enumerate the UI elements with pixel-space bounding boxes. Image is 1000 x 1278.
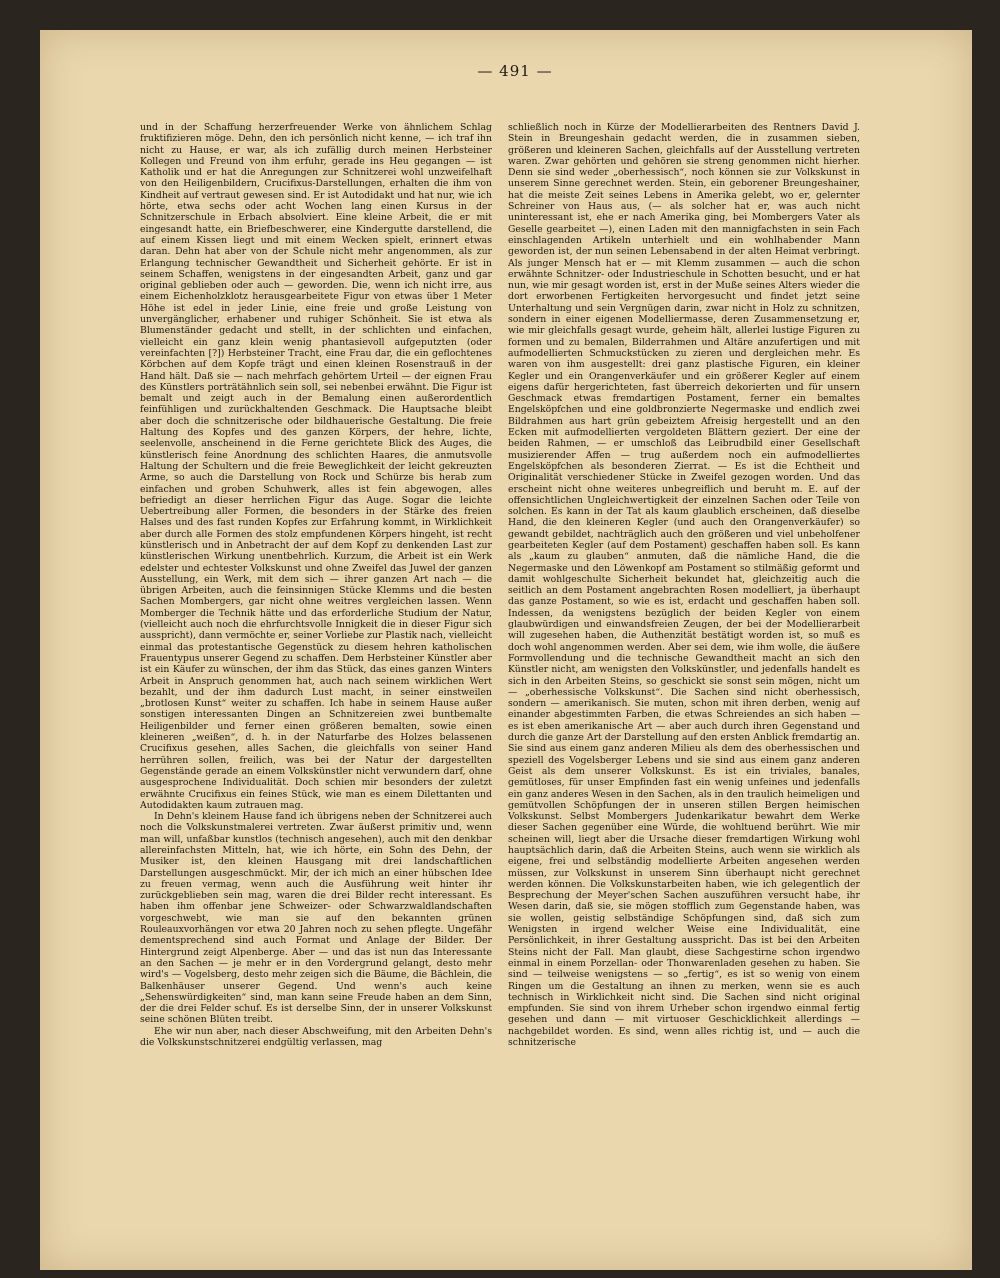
left-column <box>140 122 492 1162</box>
right-column <box>508 122 860 1154</box>
right-paragraph-1: schließlich noch in Kürze der Modellierarbeiten des Rentners David J. Stein in Breungeshain gedacht werden, die in zusammen sieben, größeren und kleineren Sachen, gleichfalls auf der Ausstellung vertreten waren. Zwar gehörten und gehören sie streng genommen nicht hierher. Denn sie sind weder „oberhessisch“, noch können sie zur Volkskunst in unserem Sinne gerechnet werden. Stein, ein geborener Breungeshainer, hat die meiste Zeit seines Lebens in Amerika gelebt, wo er, gelernter Schreiner von Haus aus, (— als solcher hat er, was auch nicht uninteressant ist, ehe er nach Amerika ging, bei Mombergers Vater als Geselle gearbeitet —), einen Laden mit den mannigfachsten in sein Fach einschlagenden Artikeln unterhielt und ein wohlhabender Mann geworden ist, der nun seinen Lebensabend in der alten Heimat verbringt. Als junger Mensch hat er — mit Klemm zusammen — auch die schon erwähnte Schnitzer- oder Industrieschule in Schotten besucht, und er hat nun, wie mir gesagt worden ist, erst in der Muße seines Alters wieder die dort erworbenen Fertigkeiten hervorgesucht und findet jetzt seine Unterhaltung und sein Vergnügen darin, zwar nicht in Holz zu schnitzen, sondern in einer eigenen Modelliermasse, deren Zusammensetzung er, wie mir gleichfalls gesagt wurde, geheim hält, allerlei lustige Figuren zu formen und zu bemalen, Bilderrahmen und Altäre anzufertigen und mit aufmodellierten Schmuckstücken zu zieren und dergleichen mehr. Es waren von ihm ausgestellt: drei ganz plastische Figuren, ein kleiner Kegler und ein Orangenverkäufer und ein größerer Kegler auf einem eigens dafür hergerichteten, fast überreich dekorierten und für unsern Geschmack etwas fremdartigen Postament, ferner ein bemaltes Engelsköpfchen und eine goldbronzierte Negermaske und endlich zwei Bildrahmen aus hart grün gebeiztem Afreisig hergestellt und an den Ecken mit aufmodellierten vergoldeten Blättern geziert. Der eine der beiden Rahmen, — er umschloß das Leibrudbild einer Gesellschaft musizierender Affen — trug außerdem noch ein aufmodelliertes Engelsköpfchen als besonderen Zierrat. — Es ist die Echtheit und Originalität verschiedener Stücke in Zweifel gezogen worden. Und das erscheint nicht ohne weiteres unbegreiflich und beruht m. E. auf der offensichtlichen Ungleichwertigkeit der einzelnen Sachen oder Teile von solchen. Es kann in der Tat als kaum glaublich erscheinen, daß dieselbe Hand, die den kleineren Kegler (und auch den Orangenverkäufer) so gewandt gebildet, nachträglich auch den größeren und viel unbeholfener gearbeiteten Kegler (auf dem Postament) geschaffen haben soll. Es kann als „kaum zu glauben“ anmuten, daß die nämliche Hand, die die Negermaske und den Löwenkopf am Postament so stilmäßig geformt und damit wohlgeschulte Sicherheit bekundet hat, gleichzeitig auch die seitlich an dem Postament angebrachten Rosen modelliert, ja überhaupt das ganze Postament, so wie es ist, erdacht und geschaffen haben soll. Indessen, da wenigstens bezüglich der beiden Kegler von einem glaubwürdigen und einwandsfreien Zeugen, der bei der Modellierarbeit will zugesehen haben, die Authenzität bestätigt worden ist, so muß es doch wohl angenommen werden. Aber sei dem, wie ihm wolle, die äußere Formvollendung und die technische Gewandtheit macht an sich den Künstler nicht, am wenigsten den Volkskünstler, und jedenfalls handelt es sich in den Arbeiten Steins, so geschickt sie sonst sein mögen, nicht um — „oberhessische Volkskunst“. Die Sachen sind nicht oberhessisch, sondern — amerikanisch. Sie muten, schon mit ihren derben, wenig auf einander abgestimmten Farben, die etwas Schreiendes an sich haben — es ist eben amerikanische Art — aber auch durch ihren Gegenstand und durch die ganze Art der Darstellung auf den ersten Anblick fremdartig an. Sie sind aus einem ganz anderen Milieu als dem des oberhessischen und speziell des Vogelsberger Lebens und sie sind aus einem ganz anderen Geist als dem unserer Volkskunst. Es ist ein triviales, banales, gemütloses, für unser Empfinden fast ein wenig unfeines und jedenfalls ein ganz anderes Wesen in den Sachen, als in den traulich heimeligen und gemütvollen Schöpfungen der in unseren stillen Bergen heimischen Volkskunst. Selbst Mombergers Judenkarikatur bewahrt dem Werke dieser Sachen gegenüber eine Würde, die wohltuend berührt. Wie mir scheinen will, liegt aber die Ursache dieser fremdartigen Wirkung wohl hauptsächlich darin, daß die Arbeiten Steins, auch wenn sie wirklich als eigene, frei und selbständig modellierte Arbeiten angesehen werden müssen, zur Volkskunst in unserem Sinn überhaupt nicht gerechnet werden können. Die Volkskunstarbeiten haben, wie ich gelegentlich der Besprechung der Meyer'schen Sachen auszuführen versucht habe, ihr Wesen darin, daß sie, sie mögen stofflich zum Gegenstande haben, was sie wollen, geistig selbständige Schöpfungen sind, daß sich zum Wenigsten in irgend welcher Weise eine Individualität, eine Persönlichkeit, in ihrer Gestaltung ausspricht. Das ist bei den Arbeiten Steins nicht der Fall. Man glaubt, diese Sachgestirne schon irgendwo einmal in einem Porzellan- oder Thonwarenladen gesehen zu haben. Sie sind — teilweise wenigstens — so „fertig“, es ist so wenig von einem Ringen um die Gestaltung an ihnen zu merken, wenn sie es auch technisch in Wirklichkeit nicht sind. Die Sachen sind nicht original empfunden. Sie sind von ihrem Urheber schon irgendwo einmal fertig gesehen und dann — mit virtuoser Geschicklichkeit allerdings — nachgebildet worden. Es sind, wenn alles richtig ist, und — auch die schnitzerische <box>508 122 860 1049</box>
left-paragraph-2: In Dehn's kleinem Hause fand ich übrigens neben der Schnitzerei auch noch die Volkskunstmalerei vertreten. Zwar äußerst primitiv und, wenn man will, unfaßbar kunstlos (technisch angesehen), auch mit den denkbar allereinfachsten Mitteln, hat, wie ich hörte, ein Sohn des Dehn, der Musiker ist, den kleinen Hausgang mit drei landschaftlichen Darstellungen ausgeschmückt. Mir, der ich mich an einer hübschen Idee zu freuen vermag, wenn auch die Ausführung weit hinter ihr zurückgeblieben sein mag, waren die drei Bilder recht interessant. Es haben ihm offenbar jene Schweizer- oder Schwarzwaldlandschaften vorgeschwebt, wie man sie auf den bekannten grünen Rouleauxvorhängen vor etwa 20 Jahren noch zu sehen pflegte. Ungefähr dementsprechend sind auch Format und Anlage der Bilder. Der Hintergrund zeigt Alpenberge. Aber — und das ist nun das Interessante an den Sachen — je mehr er in den Vordergrund gelangt, desto mehr wird's — Vogelsberg, desto mehr zeigen sich die Bäume, die Bächlein, die Balkenhäuser unserer Gegend. Und wenn's auch keine „Sehenswürdigkeiten“ sind, man kann seine Freude haben an dem Sinn, der die drei Felder schuf. Es ist derselbe Sinn, der in unserer Volkskunst seine schönen Blüten treibt. <box>140 811 492 1026</box>
page-number: — 491 — <box>477 62 553 80</box>
left-paragraph-3: Ehe wir nun aber, nach dieser Abschweifung, mit den Arbeiten Dehn's die Volkskunstschnitzerei endgültig verlassen, mag <box>140 1025 492 1049</box>
left-paragraph-1: und in der Schaffung herzerfreuender Werke von ähnlichem Schlag fruktifizieren möge. Dehn, den ich persönlich nicht kenne, — ich traf ihn nicht zu Hause, er war, als ich zufällig durch meinen Herbsteiner Kollegen und Freund von ihm erfuhr, gerade ins Heu gegangen — ist Katholik und er hat die Anregungen zur Schnitzerei wohl unzweifelhaft von den Heiligenbildern, Crucifixus-Darstellungen, erhalten die ihm von Kindheit auf vertraut gewesen sind. Er ist Autodidakt und hat nur, wie ich hörte, etwa sechs oder acht Wochen lang einen Kursus in der Schnitzerschule in Erbach absolviert. Eine kleine Arbeit, die er mit eingesandt hatte, ein Briefbeschwerer, eine Kindergutte darstellend, die auf einem Kissen liegt und mit einem Wecken spielt, erinnert etwas daran. Dehn hat aber von der Schule nicht mehr angenommen, als zur Erlangung technischer Gewandtheit und Sicherheit gehörte. Er ist in seinem Schaffen, wenigstens in der eingesandten Arbeit, ganz und gar original geblieben oder auch — geworden. Die, wenn ich nicht irre, aus einem Eichenholzklotz herausgearbeitete Figur von etwas über 1 Meter Höhe ist edel in jeder Linie, eine freie und große Leistung von unvergänglicher, erhabener und ruhiger Schönheit. Sie ist etwa als Blumenständer gedacht und stellt, in der schlichten und einfachen, vielleicht ein ganz klein wenig phantasievoll aufgeputzten (oder vereinfachten [?]) Herbsteiner Tracht, eine Frau dar, die ein geflochtenes Körbchen auf dem Kopfe trägt und einen kleinen Rosenstrauß in der Hand hält. Daß sie — nach mehrfach gehörtem Urteil — der eignen Frau des Künstlers porträtähnlich sein soll, sei nebenbei erwähnt. Die Figur ist bemalt und zeigt auch in der Bemalung einen außerordentlich feinfühligen und zurückhaltenden Geschmack. Die Hauptsache bleibt aber doch die schnitzerische oder bildhauerische Gestaltung. Die freie Haltung des Kopfes und des ganzen Körpers, der hehre, lichte, seelenvolle, anscheinend in die Ferne gerichtete Blick des Auges, die künstlerisch feine Anordnung des schlichten Haares, die anmutsvolle Haltung der Schultern und die freie Beweglichkeit der leicht gekreuzten Arme, so auch die Darstellung von Rock und Schürze bis herab zum einfachen und groben Schuhwerk, alles ist fein abgewogen, alles befriedigt an dieser herrlichen Figur das Auge. Sogar die leichte Uebertreibung aller Formen, die besonders in der Stärke des freien Halses und des fast runden Kopfes zur Erfahrung kommt, in Wirklichkeit aber durch alle Formen des stolz empfundenen Körpers hingeht, ist recht künstlerisch und in Anbetracht der auf dem Kopf zu denkenden Last zur künstlerischen Wirkung unentbehrlich. Kurzum, die Arbeit ist ein Werk edelster und echtester Volkskunst und ohne Zweifel das Juwel der ganzen Ausstellung, ein Werk, mit dem sich — ihrer ganzen Art nach — die übrigen Arbeiten, auch die feinsinnigen Stücke Klemms und die besten Sachen Mombergers, gar nicht ohne weitres vergleichen lassen. Wenn Momberger die Technik hätte und das erforderliche Studium der Natur, (vielleicht auch noch die ehrfurchtsvolle Innigkeit die in dieser Figur sich ausspricht), dann vermöchte er, seiner Vorliebe zur Plastik nach, vielleicht einmal das protestantische Gegenstück zu diesem hehren katholischen Frauentypus unserer Gegend zu schaffen. Dem Herbsteiner Künstler aber ist ein Käufer zu wünschen, der ihm das Stück, das eines ganzen Winters Arbeit in Anspruch genommen hat, auch nach seinem wirklichen Wert bezahlt, und der ihm dadurch Lust macht, in seiner einstweilen „brotlosen Kunst“ weiter zu schaffen. Ich habe in seinem Hause außer sonstigen interessanten Dingen an Schnitzereien zwei buntbemalte Heiligenbilder und ferner einen größeren bemalten, sowie einen kleineren „weißen“, d. h. in der Naturfarbe des Holzes belassenen Crucifixus gesehen, alles Sachen, die gleichfalls von seiner Hand herrühren sollen, freilich, was bei der Natur der dargestellten Gegenstände gerade an einem Volkskünstler nicht verwundern darf, ohne ausgesprochene Individualität. Doch schien mir besonders der zuletzt erwähnte Crucifixus ein feines Stück, wie man es einem Dilettanten und Autodidakten kaum zutrauen mag. <box>140 122 492 811</box>
